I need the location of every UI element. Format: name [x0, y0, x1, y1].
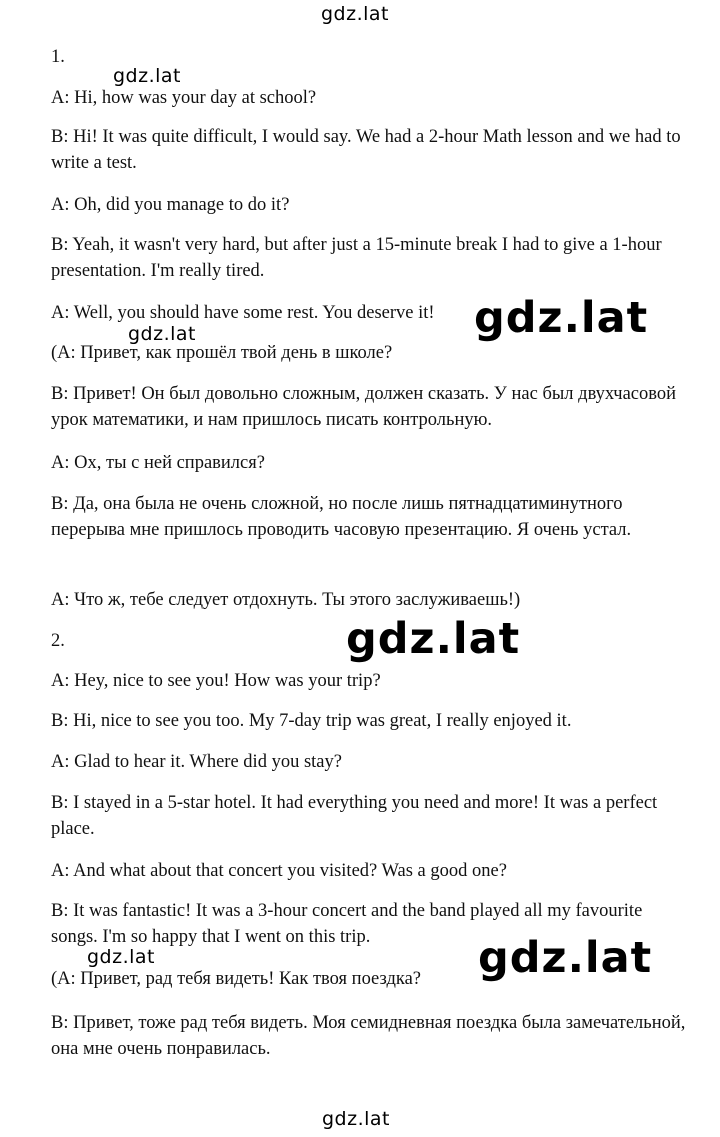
dialogue-line: A: And what about that concert you visited? Was a good one? — [51, 861, 507, 881]
dialogue-line: B: I stayed in a 5-star hotel. It had everything you need and more! It was a perfect place. — [51, 793, 658, 839]
dialogue-line: B: It was fantastic! It was a 3-hour concert and the band played all my favourite songs. I'm so happy that I went on this trip. — [51, 901, 643, 947]
translation-line: А: Что ж, тебе следует отдохнуть. Ты этого заслуживаешь!) — [51, 590, 521, 610]
translation-line: (А: Привет, как прошёл твой день в школе? — [51, 343, 393, 363]
watermark-large-center: gdz.lat — [346, 614, 521, 664]
watermark-lower-left: gdz.lat — [87, 946, 156, 968]
dialogue-line: B: Yeah, it wasn't very hard, but after just a 15-minute break I had to give a 1-hour presentation. I'm really tired. — [51, 235, 662, 281]
watermark-large-lower-right: gdz.lat — [478, 933, 653, 983]
dialogue-line: B: Hi! It was quite difficult, I would say. We had a 2-hour Math lesson and we had to write a test. — [51, 127, 681, 173]
section-2-number: 2. — [51, 631, 65, 651]
watermark-mid-left: gdz.lat — [128, 323, 197, 345]
dialogue-line: A: Hey, nice to see you! How was your trip? — [51, 671, 381, 691]
dialogue-line: A: Glad to hear it. Where did you stay? — [51, 752, 342, 772]
dialogue-line: B: Hi, nice to see you too. My 7-day trip was great, I really enjoyed it. — [51, 711, 572, 731]
translation-line: В: Да, она была не очень сложной, но после лишь пятнадцатиминутного перерыва мне пришлось проводить часовую презентацию. Я очень устал. — [51, 494, 632, 540]
watermark-bottom: gdz.lat — [322, 1108, 391, 1130]
dialogue-line: A: Well, you should have some rest. You deserve it! — [51, 303, 435, 323]
translation-line: В: Привет, тоже рад тебя видеть. Моя семидневная поездка была замечательной, она мне очень понравилась. — [51, 1013, 686, 1059]
section-1-number: 1. — [51, 47, 65, 67]
dialogue-line: A: Oh, did you manage to do it? — [51, 195, 290, 215]
watermark-top: gdz.lat — [321, 3, 390, 25]
watermark-large-right: gdz.lat — [474, 293, 649, 343]
translation-line: А: Ох, ты с ней справился? — [51, 453, 265, 473]
dialogue-line: A: Hi, how was your day at school? — [51, 88, 317, 108]
translation-line: (А: Привет, рад тебя видеть! Как твоя поездка? — [51, 969, 421, 989]
watermark-upper-left: gdz.lat — [113, 65, 182, 87]
translation-line: В: Привет! Он был довольно сложным, должен сказать. У нас был двухчасовой урок математики, и нам пришлось писать контрольную. — [51, 384, 676, 430]
